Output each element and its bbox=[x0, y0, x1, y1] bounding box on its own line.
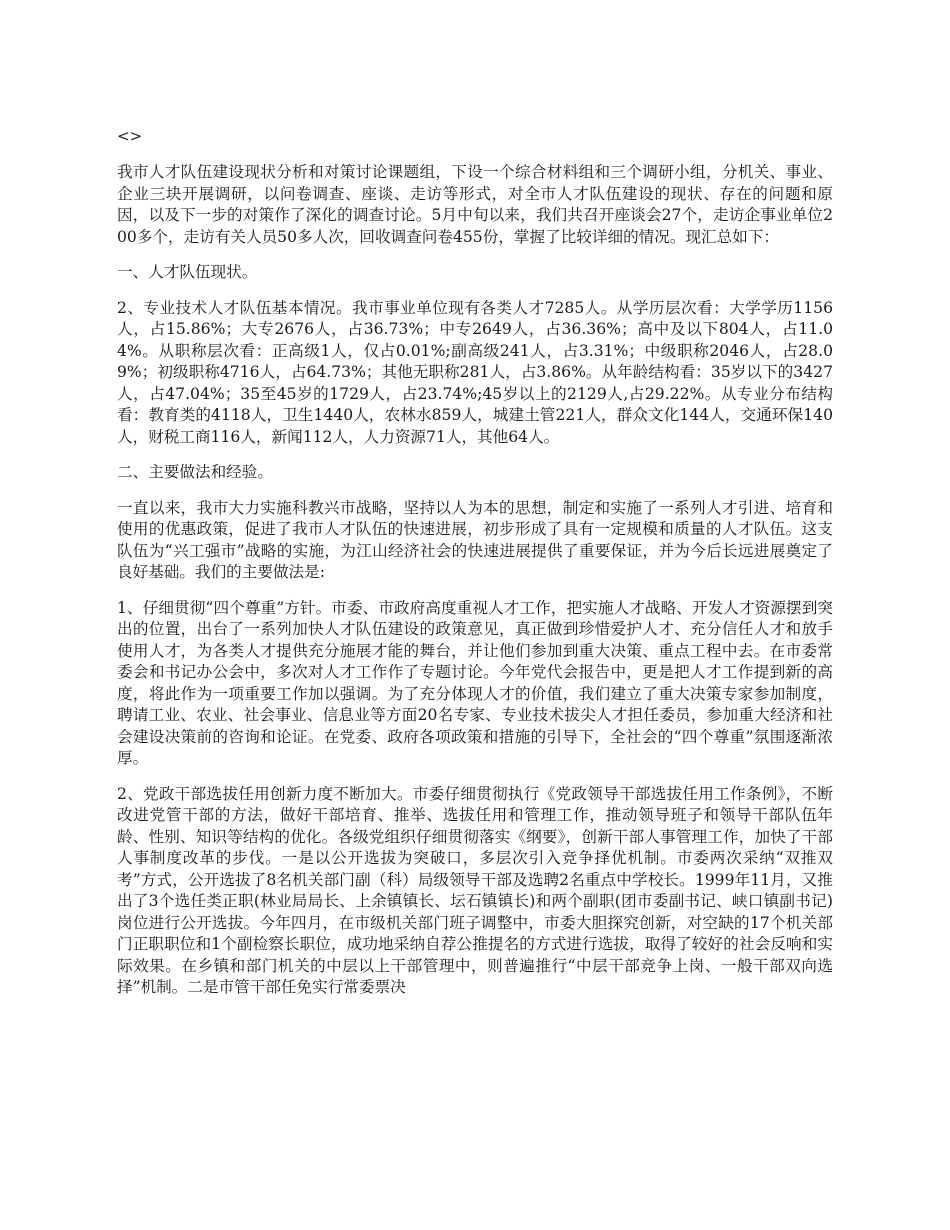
section-heading-talent-status: 一、人才队伍现状。 bbox=[117, 263, 258, 281]
intro-paragraph: 我市人才队伍建设现状分析和对策讨论课题组，下设一个综合材料组和三个调研小组，分机关、事业、企业三块开展调研，以问卷调查、座谈、走访等形式，对全市人才队伍建设的现状、存在的问题和原因，以及下一步的对策作了深化的调查讨论。5月中旬以来，我们共召开座谈会27个，走访企事业单位200多个，走访有关人员50多人次，回收调查问卷455份，掌握了比较详细的情况。现汇总如下： bbox=[117, 163, 833, 246]
document-page bbox=[117, 124, 833, 1013]
cadre-selection-paragraph: 2、党政干部选拔任用创新力度不断加大。市委仔细贯彻执行《党政领导干部选拔任用工作条例》，不断改进党管干部的方法，做好干部培育、推举、选拔任用和管理工作，推动领导班子和领导干部队伍年龄、性别、知识等结构的优化。各级党组织仔细贯彻落实《纲要》，创新干部人事管理工作，加快了干部人事制度改革的步伐。一是以公开选拔为突破口，多层次引入竞争择优机制。市委两次采纳“双推双考”方式，公开选拔了8名机关部门副（科）局级领导干部及选聘2名重点中学校长。1999年11月，又推出了3个选任类正职(林业局局长、上余镇镇长、坛石镇镇长)和两个副职(团市委副书记、峡口镇副书记)岗位进行公开选拔。今年四月，在市级机关部门班子调整中，市委大胆探究创新，对空缺的17个机关部门正职职位和1个副检察长职位，成功地采纳自荐公推提名的方式进行选拔，取得了较好的社会反响和实际效果。在乡镇和部门机关的中层以上干部管理中，则普遍推行“中层干部竞争上岗、一般干部双向选择”机制。二是市管干部任免实行常委票决 bbox=[117, 784, 833, 996]
professional-talent-paragraph: 2、专业技术人才队伍基本情况。我市事业单位现有各类人才7285人。从学历层次看：大学学历1156人，占15.86%；大专2676人，占36.73%；中专2649人，占36.36%；高中及以下804人，占11.04%。从职称层次看：正高级1人，仅占0.01%;副高级241人，占3.31%；中级职称2046人，占28.09%；初级职称4716人，占64.73%；其他无职称281人，占3.86%。从年龄结构看：35岁以下的3427人，占47.04%；35至45岁的1729人，占23.74%;45岁以上的2129人,占29.22%。从专业分布结构看：教育类的4118人，卫生1440人，农林水859人，城建土管221人，群众文化144人，交通环保140人，财税工商116人，新闻112人，人力资源71人，其他64人。 bbox=[117, 298, 833, 446]
four-respects-paragraph: 1、仔细贯彻“四个尊重”方针。市委、市政府高度重视人才工作，把实施人才战略、开发人才资源摆到突出的位置，出台了一系列加快人才队伍建设的政策意见，真正做到珍惜爱护人才、充分信任人才和放手使用人才，为各类人才提供充分施展才能的舞台，并让他们参加到重大决策、重点工程中去。在市委常委会和书记办公会中，多次对人才工作作了专题讨论。今年党代会报告中，更是把人才工作提到新的高度，将此作为一项重要工作加以强调。为了充分体现人才的价值，我们建立了重大决策专家参加制度，聘请工业、农业、社会事业、信息业等方面20名专家、专业技术拔尖人才担任委员，参加重大经济和社会建设决策前的咨询和论证。在党委、政府各项政策和措施的引导下，全社会的“四个尊重”氛围逐渐浓厚。 bbox=[117, 598, 833, 767]
document-marker: <> bbox=[117, 127, 143, 145]
section-heading-practices: 二、主要做法和经验。 bbox=[117, 463, 273, 481]
strategy-paragraph: 一直以来，我市大力实施科教兴市战略，坚持以人为本的思想，制定和实施了一系列人才引进、培育和使用的优惠政策，促进了我市人才队伍的快速进展，初步形成了具有一定规模和质量的人才队伍。这支队伍为“兴工强市”战略的实施，为江山经济社会的快速进展提供了重要保证，并为今后长远进展奠定了良好基础。我们的主要做法是: bbox=[117, 498, 833, 581]
